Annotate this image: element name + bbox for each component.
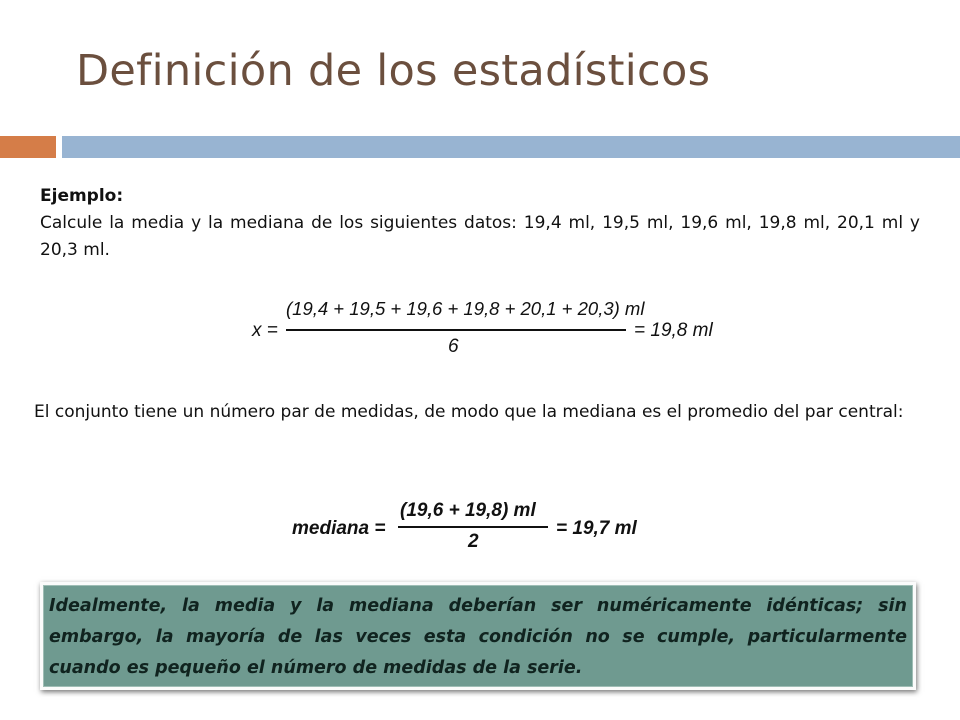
mean-fraction-line (286, 329, 626, 331)
example-text: Calcule la media y la mediana de los siguientes datos: 19,4 ml, 19,5 ml, 19,6 ml, 19,8 ml, 20,1 ml y 20,3 ml. (40, 213, 920, 260)
median-explanation: El conjunto tiene un número par de medidas, de modo que la mediana es el promedio del par central: (34, 402, 904, 422)
mean-formula-denominator: 6 (448, 336, 459, 357)
note-callout-text: Idealmente, la media y la mediana deberían ser numéricamente idénticas; sin embargo, la mayoría de las veces esta condición no se cumple, particularmente cuando es pequeño el número de medidas de la serie. (49, 596, 907, 678)
note-callout (40, 582, 916, 690)
mean-formula-result: = 19,8 ml (634, 320, 713, 341)
median-formula-denominator: 2 (468, 531, 479, 552)
mean-formula (252, 296, 722, 368)
median-formula-numerator: (19,6 + 19,8) ml (400, 500, 536, 521)
mean-formula-numerator: (19,4 + 19,5 + 19,6 + 19,8 + 20,1 + 20,3) ml (286, 298, 645, 319)
median-formula-result: = 19,7 ml (556, 518, 637, 539)
median-fraction-line (398, 526, 548, 528)
example-block (40, 183, 920, 264)
mean-formula-lhs: x = (252, 320, 278, 341)
example-heading: Ejemplo: (40, 186, 124, 206)
median-formula (292, 500, 672, 560)
accent-bar-blue (62, 136, 960, 158)
median-formula-lhs: mediana = (292, 518, 386, 539)
slide-title: Definición de los estadísticos (76, 46, 711, 96)
accent-bar-orange (0, 136, 56, 158)
